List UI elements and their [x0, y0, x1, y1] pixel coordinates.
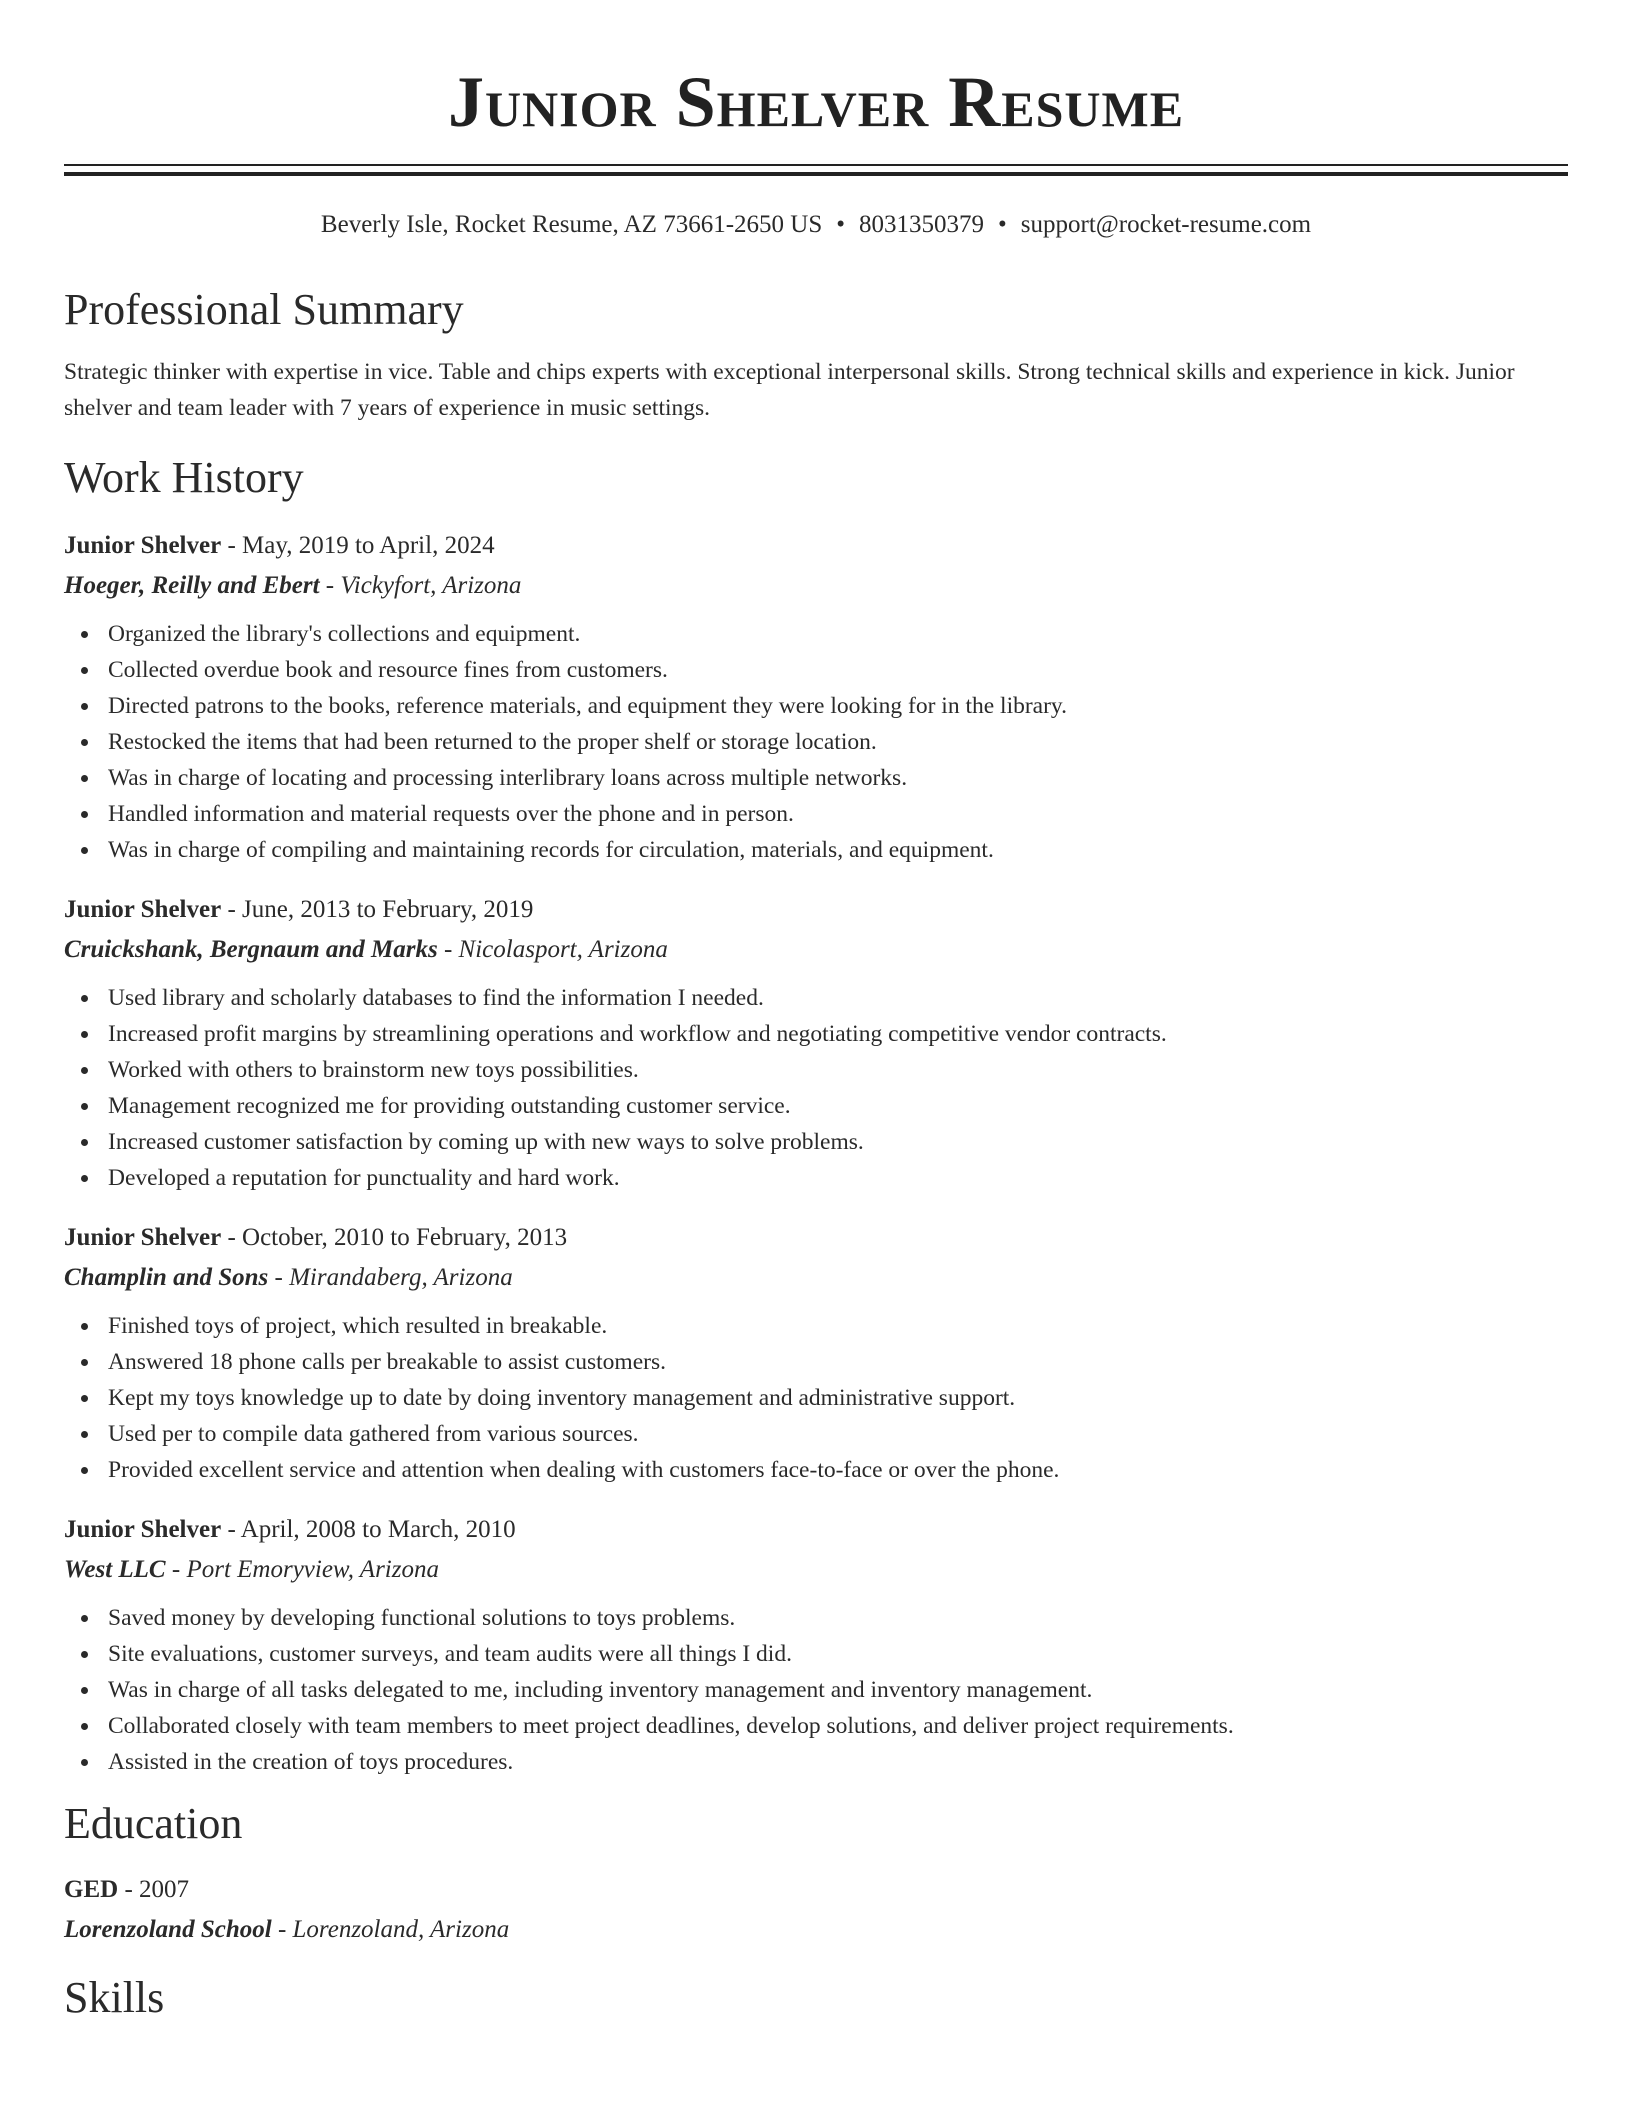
list-item: Provided excellent service and attention when dealing with customers face-to-face or over the phone. [108, 1452, 1568, 1488]
list-item: Collaborated closely with team members to meet project deadlines, develop solutions, and deliver project requirements. [108, 1708, 1568, 1744]
contact-separator: • [836, 211, 846, 238]
list-item: Collected overdue book and resource fines from customers. [108, 652, 1568, 688]
job-location: - Vickyfort, Arizona [319, 572, 522, 599]
list-item: Used per to compile data gathered from various sources. [108, 1416, 1568, 1452]
list-item: Directed patrons to the books, reference materials, and equipment they were looking for in the library. [108, 688, 1568, 724]
school-location: - Lorenzoland, Arizona [271, 1916, 510, 1943]
job-dates: - June, 2013 to February, 2019 [221, 896, 534, 923]
list-item: Kept my toys knowledge up to date by doing inventory management and administrative support. [108, 1380, 1568, 1416]
list-item: Saved money by developing functional solutions to toys problems. [108, 1600, 1568, 1636]
list-item: Site evaluations, customer surveys, and team audits were all things I did. [108, 1636, 1568, 1672]
job-location: - Port Emoryview, Arizona [165, 1556, 439, 1583]
job-title-line [64, 526, 1568, 566]
school-line [64, 1910, 1568, 1950]
job-duties-list [64, 616, 1568, 868]
job-title-line [64, 1218, 1568, 1258]
list-item: Handled information and material requests over the phone and in person. [108, 796, 1568, 832]
education-heading: Education [64, 1799, 243, 1848]
job-title: Junior Shelver [64, 1516, 222, 1543]
list-item: Finished toys of project, which resulted in breakable. [108, 1308, 1568, 1344]
job-dates: - April, 2008 to March, 2010 [221, 1516, 516, 1543]
job-title: Junior Shelver [64, 896, 222, 923]
job-title: Junior Shelver [64, 532, 222, 559]
job-entry [64, 526, 1568, 868]
summary-heading: Professional Summary [64, 285, 464, 334]
job-company: West LLC [64, 1556, 166, 1583]
work-history-heading: Work History [64, 453, 304, 502]
job-title: Junior Shelver [64, 1224, 222, 1251]
list-item: Was in charge of all tasks delegated to me, including inventory management and inventory management. [108, 1672, 1568, 1708]
job-dates: - October, 2010 to February, 2013 [221, 1224, 568, 1251]
job-company: Hoeger, Reilly and Ebert [64, 572, 320, 599]
job-duties-list [64, 980, 1568, 1196]
contact-separator: • [998, 211, 1007, 238]
contact-phone: 8031350379 [859, 211, 985, 238]
contact-address: Beverly Isle, Rocket Resume, AZ 73661-2650 US [320, 211, 823, 238]
education-entry [64, 1870, 1568, 1950]
list-item: Answered 18 phone calls per breakable to assist customers. [108, 1344, 1568, 1380]
list-item: Worked with others to brainstorm new toys possibilities. [108, 1052, 1568, 1088]
list-item: Organized the library's collections and equipment. [108, 616, 1568, 652]
degree: GED [64, 1876, 119, 1903]
list-item: Management recognized me for providing outstanding customer service. [108, 1088, 1568, 1124]
list-item: Was in charge of locating and processing interlibrary loans across multiple networks. [108, 760, 1568, 796]
job-location: - Mirandaberg, Arizona [268, 1264, 513, 1291]
list-item: Assisted in the creation of toys procedures. [108, 1744, 1568, 1780]
contact-line [64, 208, 1568, 242]
job-duties-list [64, 1308, 1568, 1488]
job-title-line [64, 890, 1568, 930]
job-dates: - May, 2019 to April, 2024 [221, 532, 495, 559]
job-company-line [64, 1258, 1568, 1298]
job-company-line [64, 1550, 1568, 1590]
list-item: Increased profit margins by streamlining operations and workflow and negotiating competitive vendor contracts. [108, 1016, 1568, 1052]
degree-year: - 2007 [118, 1876, 190, 1903]
job-company-line [64, 930, 1568, 970]
job-entry [64, 890, 1568, 1196]
list-item: Was in charge of compiling and maintaining records for circulation, materials, and equipment. [108, 832, 1568, 868]
job-location: - Nicolasport, Arizona [437, 936, 668, 963]
degree-line [64, 1870, 1568, 1910]
job-title-line [64, 1510, 1568, 1550]
list-item: Increased customer satisfaction by coming up with new ways to solve problems. [108, 1124, 1568, 1160]
job-company-line [64, 566, 1568, 606]
list-item: Restocked the items that had been returned to the proper shelf or storage location. [108, 724, 1568, 760]
skills-heading: Skills [64, 1973, 165, 2022]
summary-text: Strategic thinker with expertise in vice. Table and chips experts with exceptional interpersonal skills. Strong technical skills and experience in kick. Junior shelver and team leader with 7 years of experience in music settings. [64, 359, 1515, 421]
school-name: Lorenzoland School [64, 1916, 272, 1943]
title-divider-thick [64, 172, 1568, 176]
job-entry [64, 1218, 1568, 1488]
contact-email: support@rocket-resume.com [1020, 211, 1312, 238]
job-company: Champlin and Sons [64, 1264, 269, 1291]
list-item: Used library and scholarly databases to find the information I needed. [108, 980, 1568, 1016]
job-entry [64, 1510, 1568, 1780]
title-divider-thin [64, 164, 1568, 166]
resume-title: Junior Shelver Resume [447, 62, 1185, 142]
job-company: Cruickshank, Bergnaum and Marks [64, 936, 438, 963]
job-duties-list [64, 1600, 1568, 1780]
list-item: Developed a reputation for punctuality and hard work. [108, 1160, 1568, 1196]
